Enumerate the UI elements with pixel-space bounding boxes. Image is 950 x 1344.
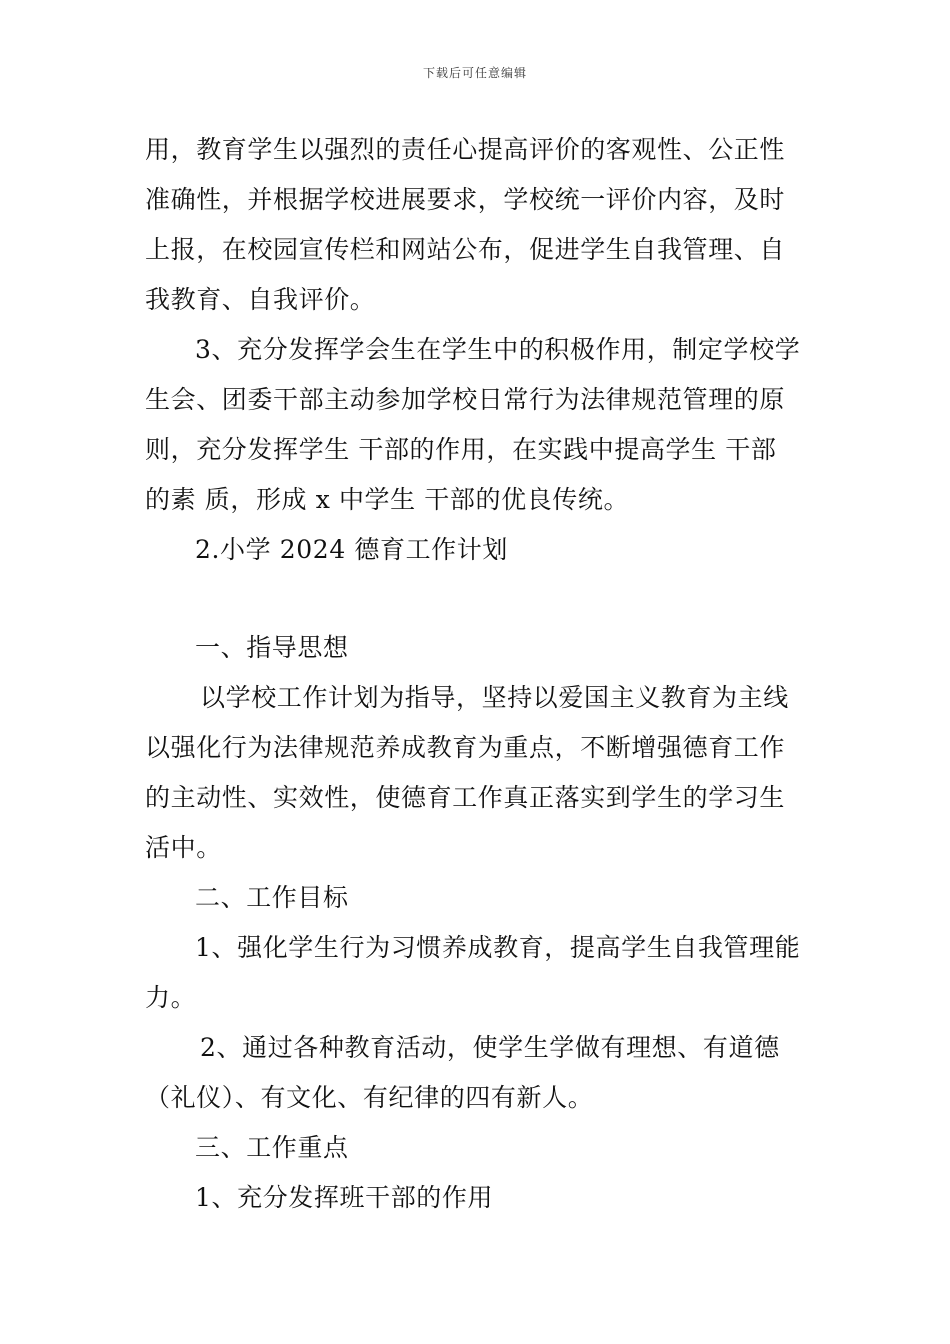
paragraph-line: 用，教育学生以强烈的责任心提高评价的客观性、公正性 [145, 135, 786, 164]
paragraph-line: 生会、团委干部主动参加学校日常行为法律规范管理的原 [145, 385, 786, 414]
paragraph-line: 的主动性、实效性，使德育工作真正落实到学生的学习生 [145, 783, 786, 812]
section-heading: 二、工作目标 [195, 883, 349, 912]
paragraph-line: 准确性，并根据学校进展要求，学校统一评价内容，及时 [145, 185, 786, 214]
paragraph-line: 力。 [145, 983, 197, 1012]
paragraph-line: 3、充分发挥学会生在学生中的积极作用，制定学校学 [195, 335, 801, 364]
paragraph-line: 以学校工作计划为指导，坚持以爱国主义教育为主线 [200, 683, 789, 712]
section-title: 2.小学 2024 德育工作计划 [195, 535, 508, 564]
paragraph-line: 1、强化学生行为习惯养成教育，提高学生自我管理能 [195, 933, 801, 962]
paragraph-line: 上报，在校园宣传栏和网站公布，促进学生自我管理、自 [145, 235, 786, 264]
paragraph-line: 2、通过各种教育活动，使学生学做有理想、有道德 [200, 1033, 780, 1062]
paragraph-line: （礼仪）、有文化、有纪律的四有新人。 [145, 1083, 594, 1112]
paragraph-line: 我教育、自我评价。 [145, 285, 376, 314]
paragraph-line: 活中。 [145, 833, 222, 862]
paragraph-line: 1、充分发挥班干部的作用 [195, 1183, 494, 1212]
paragraph-line: 以强化行为法律规范养成教育为重点，不断增强德育工作 [145, 733, 786, 762]
paragraph-line: 的素 质，形成 x 中学生 干部的优良传统。 [145, 485, 630, 514]
paragraph-line: 则，充分发挥学生 干部的作用，在实践中提高学生 干部 [145, 435, 777, 464]
section-heading: 三、工作重点 [195, 1133, 349, 1162]
page-header: 下载后可任意编辑 [422, 66, 527, 80]
section-heading: 一、指导思想 [195, 633, 349, 662]
